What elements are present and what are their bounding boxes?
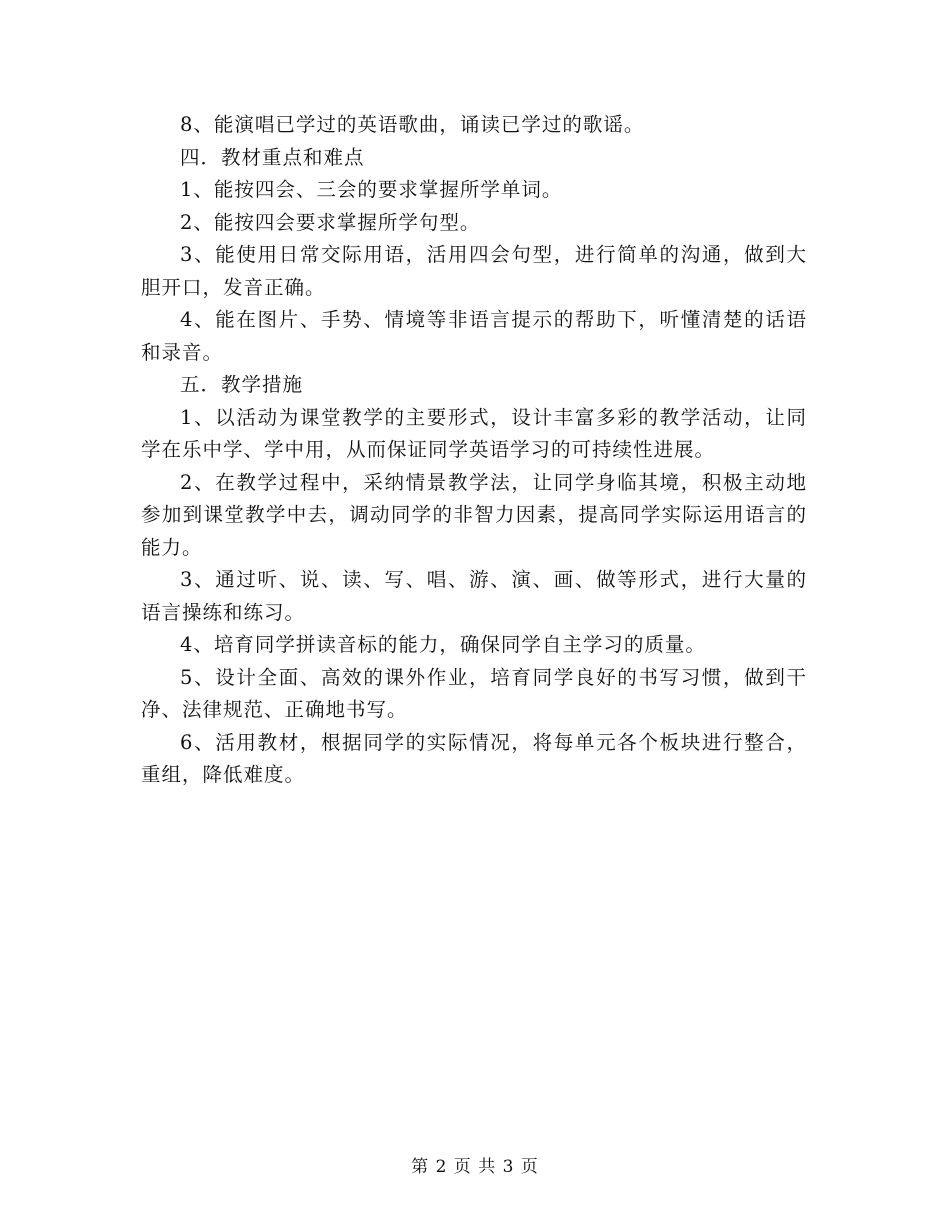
paragraph-key-point-4: 4、能在图片、手势、情境等非语言提示的帮助下，听懂清楚的话语和录音。 [141,308,807,364]
paragraph-measure-3: 3、通过听、说、读、写、唱、游、演、画、做等形式，进行大量的语言操练和练习。 [141,568,807,624]
paragraph-key-point-3: 3、能使用日常交际用语，活用四会句型，进行简单的沟通，做到大胆开口，发音正确。 [141,243,807,299]
paragraph-measure-2: 2、在教学过程中，采纳情景教学法，让同学身临其境，积极主动地参加到课堂教学中去，调动同学的非智力因素，提高同学实际运用语言的能力。 [141,470,807,559]
paragraph-key-point-1: 1、能按四会、三会的要求掌握所学单词。 [180,178,563,201]
paragraph-measure-6: 6、活用教材，根据同学的实际情况，将每单元各个板块进行整合，重组，降低难度。 [141,730,807,786]
section-heading-teaching-measures: 五．教学措施 [180,373,304,396]
page-number-footer: 第 2 页 共 3 页 [411,1157,539,1177]
document-body [141,109,807,792]
paragraph-goal-8: 8、能演唱已学过的英语歌曲，诵读已学过的歌谣。 [180,113,645,136]
paragraph-measure-4: 4、培育同学拼读音标的能力，确保同学自主学习的质量。 [180,633,706,656]
section-heading-key-points: 四．教材重点和难点 [180,145,365,169]
paragraph-measure-1: 1、以活动为课堂教学的主要形式，设计丰富多彩的教学活动，让同学在乐中学、学中用，从而保证同学英语学习的可持续性进展。 [141,405,807,461]
paragraph-key-point-2: 2、能按四会要求掌握所学句型。 [180,210,481,234]
paragraph-measure-5: 5、设计全面、高效的课外作业，培育同学良好的书写习惯，做到干净、法律规范、正确地书写。 [141,665,807,721]
